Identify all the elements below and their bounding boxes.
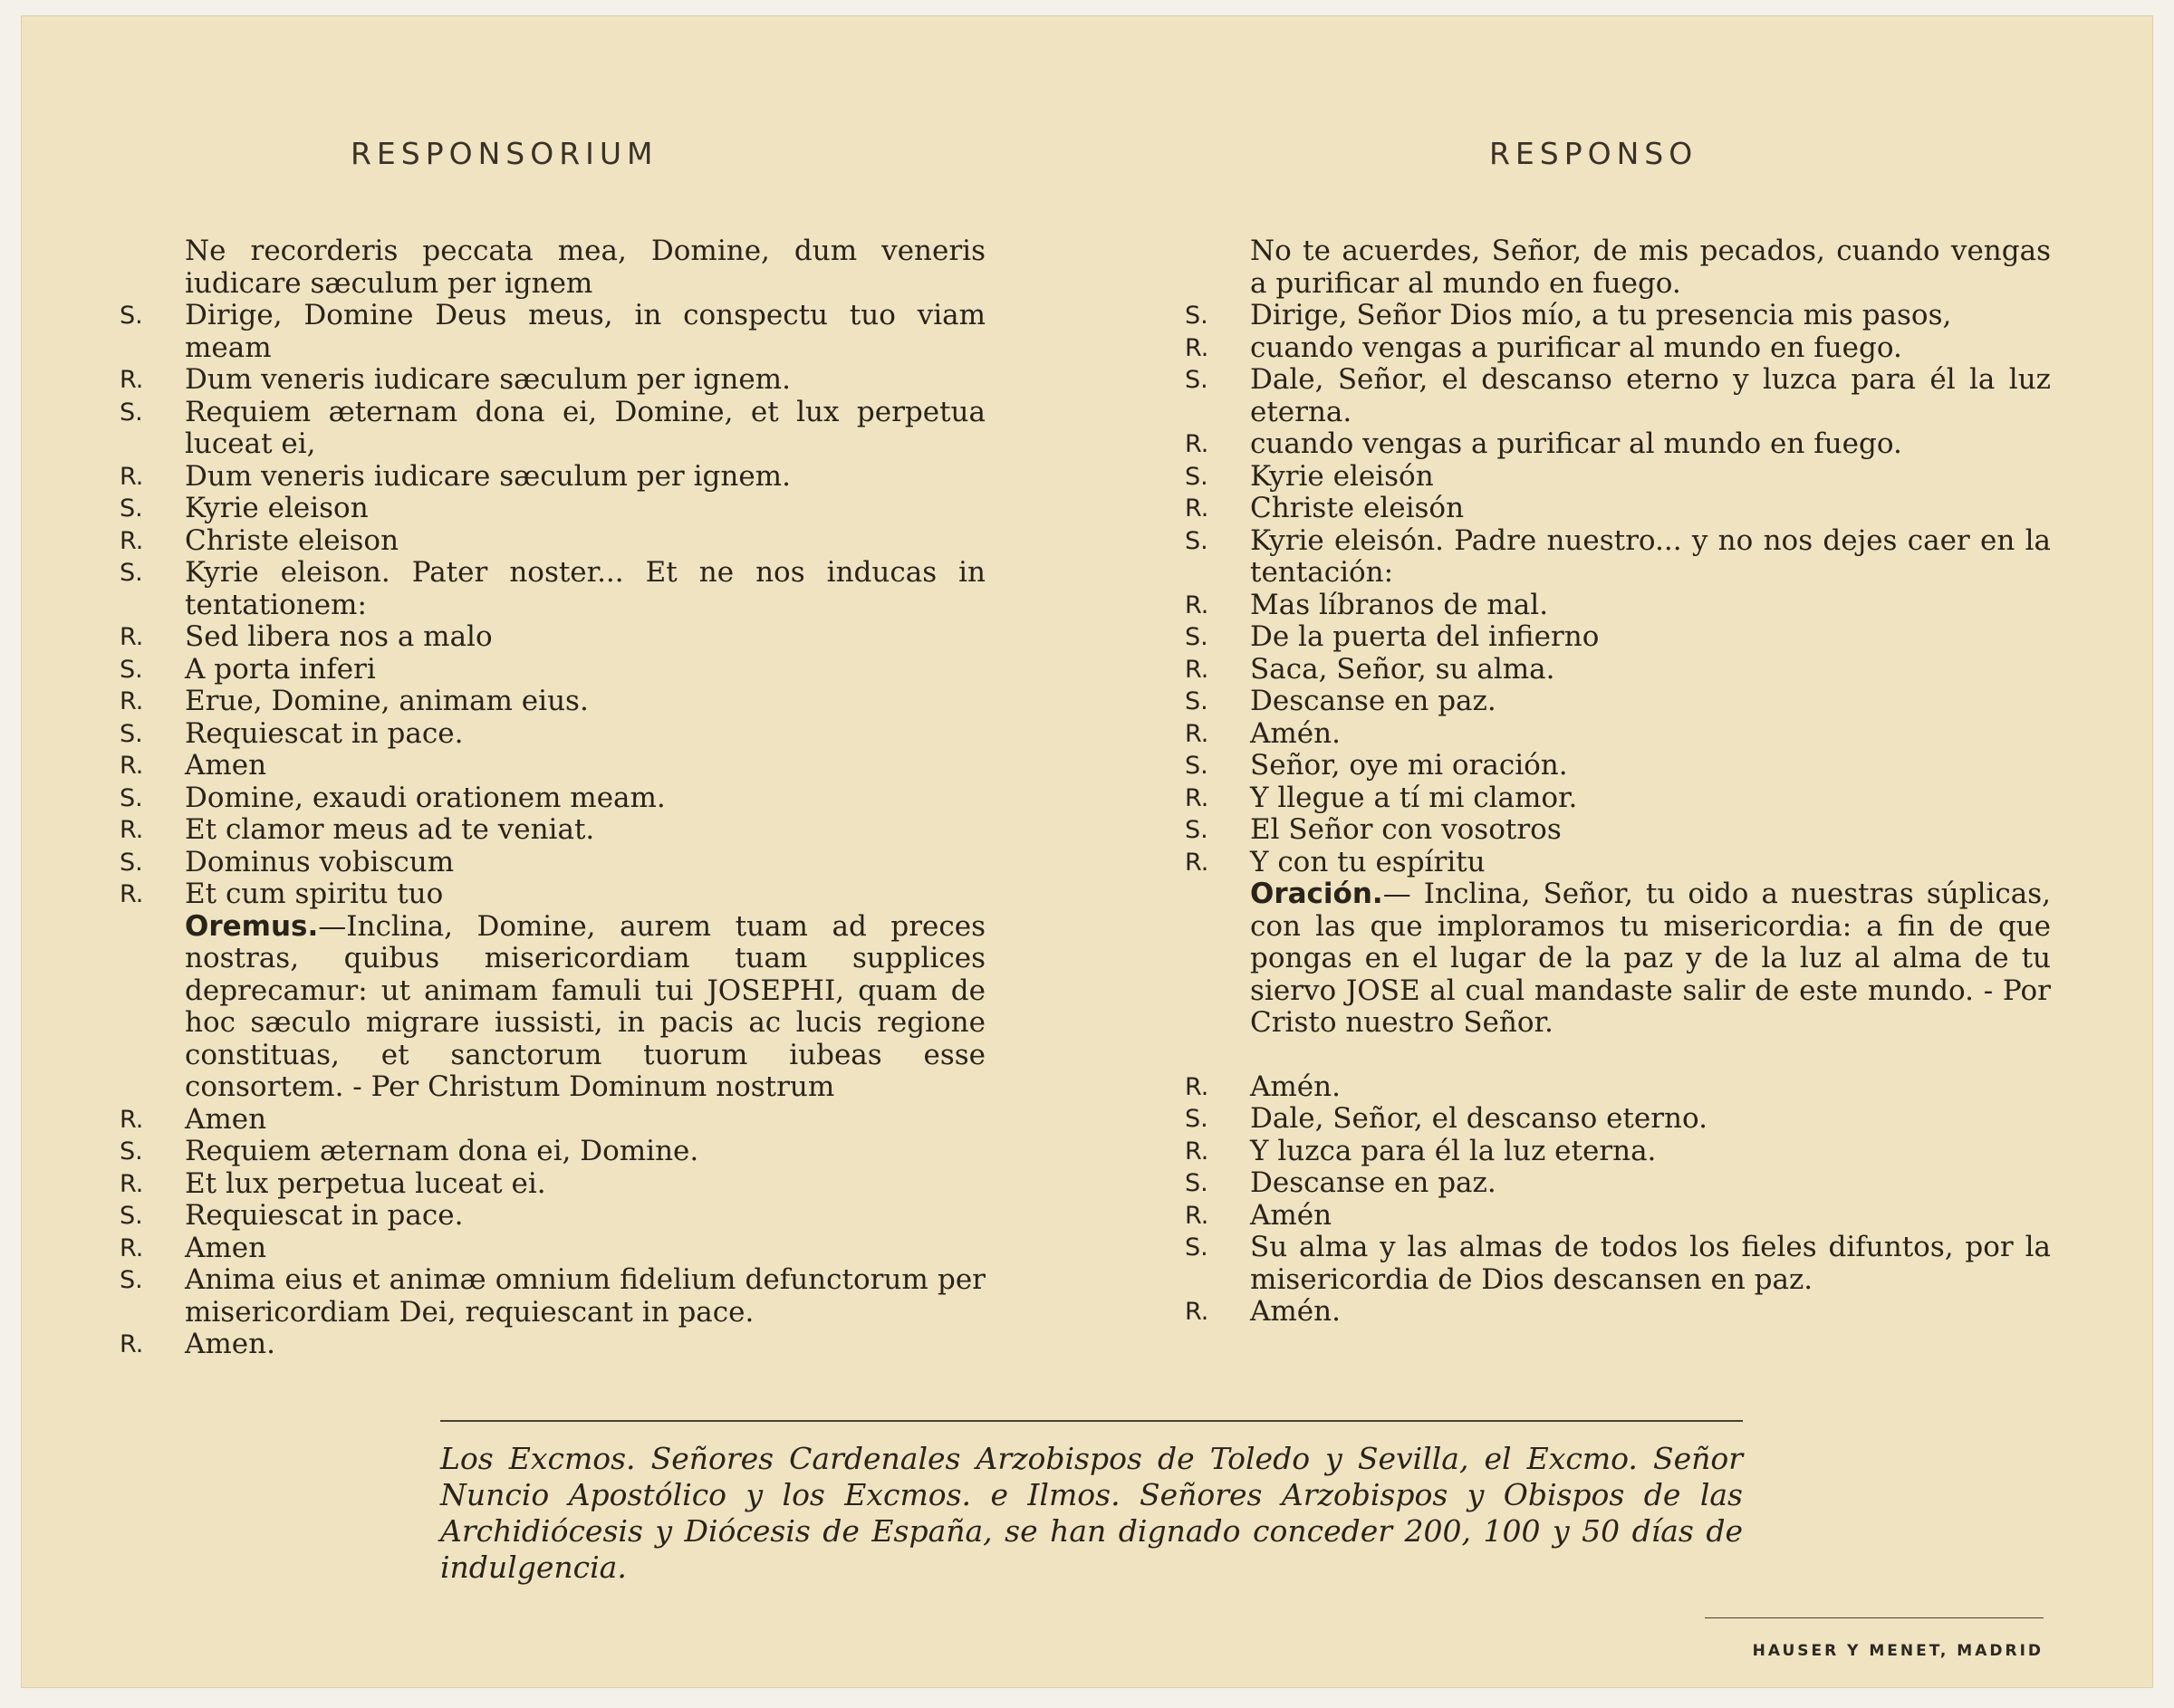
versicle-line bbox=[1185, 621, 2051, 654]
versicle-text: Amén. bbox=[1250, 1295, 1341, 1328]
versicle-line bbox=[1185, 750, 2051, 782]
versicle-marker: S. bbox=[120, 494, 143, 523]
versicle-line bbox=[1185, 782, 2051, 815]
versicle-marker: R. bbox=[1185, 783, 1209, 812]
versicle-marker: R. bbox=[120, 462, 144, 491]
versicle-text: Dum veneris iudicare sæculum per ignem. bbox=[185, 363, 791, 396]
versicle-line bbox=[1185, 300, 2051, 332]
versicle-line bbox=[120, 621, 986, 654]
left-heading: RESPONSORIUM bbox=[351, 136, 659, 171]
versicle-text: Et lux perpetua luceat ei. bbox=[185, 1166, 546, 1200]
versicle-text: Amén bbox=[1250, 1198, 1332, 1232]
versicle-text: Descanse en paz. bbox=[1250, 685, 1496, 717]
versicle-line bbox=[120, 525, 986, 558]
versicle-text: cuando vengas a purificar al mundo en fuego. bbox=[1250, 427, 1902, 460]
versicle-line bbox=[1185, 718, 2051, 751]
versicle-marker: R. bbox=[120, 366, 144, 394]
versicle-line bbox=[120, 461, 986, 494]
spanish-closing-versicles bbox=[1185, 1071, 2051, 1329]
versicle-marker: R. bbox=[120, 1233, 144, 1262]
versicle-text: Amén. bbox=[1250, 716, 1341, 750]
versicle-marker: R. bbox=[120, 1330, 144, 1358]
versicle-line bbox=[1185, 428, 2051, 461]
latin-prayer-title: Oremus. bbox=[185, 909, 319, 943]
versicle-line bbox=[120, 364, 986, 397]
latin-column bbox=[120, 235, 986, 1361]
versicle-line bbox=[1185, 493, 2051, 525]
spanish-prayer-title: Oración. bbox=[1250, 878, 1383, 910]
versicle-line bbox=[120, 878, 986, 911]
versicle-text: Ne recorderis peccata mea, Domine, dum veneris iudicare sæculum per ignem bbox=[185, 235, 986, 300]
versicle-marker: S. bbox=[120, 398, 143, 427]
versicle-marker: R. bbox=[120, 1105, 144, 1134]
versicle-text: De la puerta del infierno bbox=[1250, 620, 1600, 653]
versicle-text: Et cum spiritu tuo bbox=[185, 878, 444, 910]
versicle-marker: S. bbox=[120, 1137, 143, 1166]
versicle-line bbox=[120, 493, 986, 525]
versicle-line bbox=[1185, 1103, 2051, 1136]
footer-rule bbox=[440, 1420, 1743, 1422]
versicle-text: Erue, Domine, animam eius. bbox=[185, 685, 589, 717]
versicle-text: Amén. bbox=[1250, 1070, 1341, 1103]
versicle-line bbox=[1185, 525, 2051, 590]
versicle-marker: S. bbox=[1185, 1233, 1208, 1262]
versicle-line bbox=[1185, 1232, 2051, 1296]
versicle-text: Señor, oye mi oración. bbox=[1250, 749, 1568, 782]
versicle-text: Descanse en paz. bbox=[1250, 1166, 1496, 1199]
versicle-marker: R. bbox=[120, 687, 144, 715]
versicle-marker: S. bbox=[1185, 366, 1208, 394]
versicle-text: Requiescat in pace. bbox=[185, 716, 464, 750]
versicle-line bbox=[120, 750, 986, 782]
versicle-text: A porta inferi bbox=[185, 652, 376, 686]
versicle-marker: S. bbox=[120, 655, 143, 684]
versicle-marker: R. bbox=[120, 1169, 144, 1198]
versicle-text: Amen bbox=[185, 1231, 267, 1264]
versicle-marker: S. bbox=[120, 848, 143, 877]
versicle-text: Requiem æternam dona ei, Domine. bbox=[185, 1135, 699, 1167]
versicle-text: Dirige, Domine Deus meus, in conspectu tuo viam meam bbox=[185, 299, 986, 364]
versicle-marker: S. bbox=[1185, 1105, 1208, 1133]
versicle-text: Requiem æternam dona ei, Domine, et lux perpetua luceat ei, bbox=[185, 395, 986, 460]
prayer-card bbox=[22, 16, 2152, 1687]
versicle-text: Christe eleison bbox=[185, 523, 399, 557]
versicle-line bbox=[120, 300, 986, 364]
right-heading: RESPONSO bbox=[1489, 136, 1698, 171]
versicle-text: Su alma y las almas de todos los fieles difuntos, por la misericordia de Dios descansen en paz. bbox=[1250, 1231, 2051, 1296]
versicle-marker bbox=[120, 235, 185, 300]
versicle-line bbox=[1185, 1136, 2051, 1168]
versicle-marker: R. bbox=[1185, 719, 1209, 748]
versicle-line bbox=[120, 686, 986, 718]
versicle-marker: R. bbox=[1185, 655, 1209, 684]
versicle-text: Saca, Señor, su alma. bbox=[1250, 652, 1555, 686]
versicle-text: Kyrie eleisón. Padre nuestro... y no nos dejes caer en la tentación: bbox=[1250, 523, 2051, 589]
versicle-line bbox=[120, 1104, 986, 1137]
versicle-text: Kyrie eleisón bbox=[1250, 459, 1434, 493]
versicle-text: Amen bbox=[185, 1102, 267, 1136]
versicle-text: Mas líbranos de mal. bbox=[1250, 588, 1549, 621]
versicle-text: Y luzca para él la luz eterna. bbox=[1250, 1134, 1657, 1167]
versicle-text: Amen. bbox=[185, 1328, 275, 1360]
versicle-marker: R. bbox=[120, 880, 144, 908]
versicle-line bbox=[1185, 654, 2051, 686]
spanish-prayer bbox=[1250, 878, 2051, 1040]
versicle-marker: R. bbox=[1185, 1072, 1209, 1101]
versicle-marker: R. bbox=[120, 752, 144, 780]
versicle-marker: R. bbox=[1185, 494, 1209, 523]
versicle-line bbox=[1185, 1200, 2051, 1233]
versicle-text: El Señor con vosotros bbox=[1250, 813, 1562, 846]
versicle-line bbox=[120, 1329, 986, 1361]
versicle-line bbox=[120, 557, 986, 621]
latin-closing-versicles bbox=[120, 1104, 986, 1361]
versicle-marker: R. bbox=[1185, 848, 1209, 877]
versicle-line bbox=[1185, 461, 2051, 494]
versicle-line bbox=[1185, 686, 2051, 718]
indulgence-note: Los Excmos. Señores Cardenales Arzobispos de Toledo y Sevilla, el Excmo. Señor Nuncio Apostólico y los Excmos. e Ilmos. Señores Arzobispos y Obispos de las Archidiócesis y Diócesis de España, se han dignado conceder 200, 100 y 50 días de indulgencia. bbox=[440, 1441, 1743, 1585]
versicle-line bbox=[1185, 364, 2051, 428]
versicle-marker: R. bbox=[120, 816, 144, 844]
versicle-marker: R. bbox=[120, 623, 144, 651]
versicle-line bbox=[120, 1136, 986, 1168]
versicle-text: Christe eleisón bbox=[1250, 492, 1465, 524]
versicle-line bbox=[1185, 1167, 2051, 1200]
versicle-line bbox=[120, 814, 986, 847]
versicle-marker: S. bbox=[120, 1202, 143, 1230]
versicle-line bbox=[120, 397, 986, 461]
versicle-text: Dominus vobiscum bbox=[185, 845, 455, 878]
printer-imprint: HAUSER Y MENET, MADRID bbox=[1752, 1642, 2044, 1660]
versicle-marker: R. bbox=[1185, 1298, 1209, 1326]
versicle-text: Domine, exaudi orationem meam. bbox=[185, 781, 666, 814]
versicle-line bbox=[1185, 814, 2051, 847]
versicle-text: Dirige, Señor Dios mío, a tu presencia mis pasos, bbox=[1250, 299, 1952, 331]
latin-versicles bbox=[120, 235, 986, 911]
versicle-text: Anima eius et animæ omnium fidelium defunctorum per misericordiam Dei, requiescant in pace. bbox=[185, 1263, 986, 1329]
versicle-line bbox=[120, 847, 986, 879]
versicle-marker: R. bbox=[1185, 1137, 1209, 1166]
versicle-marker: R. bbox=[120, 526, 144, 555]
versicle-line bbox=[120, 235, 986, 300]
versicle-marker: R. bbox=[1185, 430, 1209, 458]
versicle-text: Et clamor meus ad te veniat. bbox=[185, 813, 595, 846]
versicle-marker: S. bbox=[1185, 302, 1208, 330]
versicle-line bbox=[1185, 1296, 2051, 1329]
versicle-text: Y con tu espíritu bbox=[1250, 845, 1486, 878]
versicle-line bbox=[120, 1264, 986, 1329]
versicle-marker: S. bbox=[120, 1266, 143, 1294]
versicle-marker: S. bbox=[120, 783, 143, 812]
versicle-text: Dale, Señor, el descanso eterno. bbox=[1250, 1102, 1707, 1135]
versicle-text: Requiescat in pace. bbox=[185, 1199, 464, 1232]
versicle-line bbox=[120, 718, 986, 751]
versicle-line bbox=[1185, 847, 2051, 879]
versicle-marker: S. bbox=[1185, 752, 1208, 780]
spanish-column bbox=[1185, 235, 2051, 1329]
versicle-marker: S. bbox=[1185, 526, 1208, 555]
versicle-marker bbox=[1185, 235, 1250, 300]
versicle-text: Dale, Señor, el descanso eterno y luzca para él la luz eterna. bbox=[1250, 363, 2051, 428]
versicle-text: Sed libera nos a malo bbox=[185, 620, 493, 653]
versicle-line bbox=[120, 782, 986, 815]
versicle-marker: S. bbox=[1185, 687, 1208, 715]
versicle-line bbox=[120, 1233, 986, 1265]
versicle-text: No te acuerdes, Señor, de mis pecados, cuando vengas a purificar al mundo en fuego. bbox=[1250, 235, 2051, 300]
spanish-prayer-text: — Inclina, Señor, tu oido a nuestras súplicas, con las que imploramos tu misericordia: a fin de que pongas en el lugar de la paz y de la luz al alma de tu siervo JOSE al cual mandaste salir de este mundo. - Por Cristo nuestro Señor. bbox=[1250, 878, 2051, 1039]
versicle-line bbox=[120, 654, 986, 686]
versicle-line bbox=[120, 1200, 986, 1233]
versicle-text: Dum veneris iudicare sæculum per ignem. bbox=[185, 459, 791, 493]
versicle-marker: S. bbox=[1185, 1169, 1208, 1197]
versicle-line bbox=[120, 1168, 986, 1201]
versicle-marker: S. bbox=[120, 719, 143, 748]
versicle-line bbox=[1185, 1071, 2051, 1104]
versicle-marker: S. bbox=[120, 559, 143, 587]
versicle-marker: R. bbox=[1185, 590, 1209, 619]
versicle-text: cuando vengas a purificar al mundo en fuego. bbox=[1250, 331, 1902, 364]
versicle-text: Kyrie eleison bbox=[185, 492, 369, 524]
versicle-marker: R. bbox=[1185, 1201, 1209, 1230]
versicle-line bbox=[1185, 590, 2051, 622]
printer-rule bbox=[1705, 1617, 2044, 1618]
spanish-versicles bbox=[1185, 235, 2051, 878]
versicle-marker: S. bbox=[120, 302, 143, 330]
versicle-marker: S. bbox=[1185, 623, 1208, 651]
versicle-marker: S. bbox=[1185, 816, 1208, 844]
versicle-line bbox=[1185, 235, 2051, 300]
versicle-marker: S. bbox=[1185, 462, 1208, 491]
versicle-text: Y llegue a tí mi clamor. bbox=[1250, 781, 1578, 814]
versicle-text: Amen bbox=[185, 749, 267, 782]
versicle-marker: R. bbox=[1185, 333, 1209, 362]
latin-prayer bbox=[185, 911, 986, 1104]
versicle-line bbox=[1185, 332, 2051, 365]
latin-prayer-text: —Inclina, Domine, aurem tuam ad preces nostras, quibus misericordiam tuam supplices deprecamur: ut animam famuli tui JOSEPHI, quam de hoc sæculo migrare iussisti, in pacis ac lucis regione constituas, et sanctorum tuorum iubeas esse consortem. - Per Christum Dominum nostrum bbox=[185, 909, 986, 1103]
versicle-text: Kyrie eleison. Pater noster... Et ne nos inducas in tentationem: bbox=[185, 556, 986, 621]
